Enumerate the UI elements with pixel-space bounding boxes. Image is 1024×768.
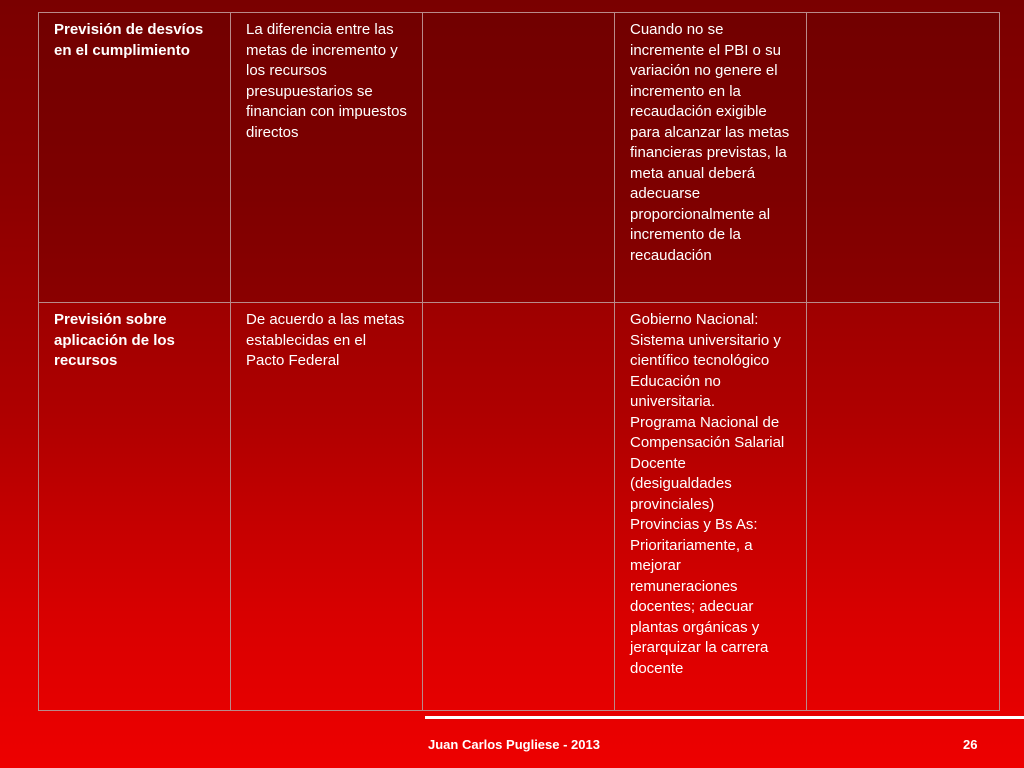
table-cell: La diferencia entre las metas de incremento y los recursos presupuestarios se financian con impuestos directos — [231, 13, 423, 303]
table-cell — [423, 303, 615, 711]
table-row — [39, 303, 1000, 711]
table-cell — [423, 13, 615, 303]
table-cell: De acuerdo a las metas establecidas en el Pacto Federal — [231, 303, 423, 711]
table-cell — [807, 13, 1000, 303]
table-cell — [807, 303, 1000, 711]
table-cell: Cuando no se incremente el PBI o su variación no genere el incremento en la recaudación exigible para alcanzar las metas financieras previstas, la meta anual deberá adecuarse proporcionalmente al incremento de la recaudación — [615, 13, 807, 303]
footer-divider — [425, 716, 1024, 719]
row-label: Previsión de desvíos en el cumplimiento — [39, 13, 231, 303]
table-row — [39, 13, 1000, 303]
table-cell: Gobierno Nacional: Sistema universitario y científico tecnológico Educación no universitaria. Programa Nacional de Compensación Salarial Docente (desigualdades provinciales) Provincias y Bs As: Prioritariamente, a mejorar remuneraciones docentes; adecuar plantas orgánicas y jerarquizar la carrera docente — [615, 303, 807, 711]
footer-author: Juan Carlos Pugliese - 2013 — [428, 737, 600, 752]
row-label: Previsión sobre aplicación de los recursos — [39, 303, 231, 711]
policy-table — [38, 12, 1000, 711]
page-number: 26 — [963, 737, 978, 752]
